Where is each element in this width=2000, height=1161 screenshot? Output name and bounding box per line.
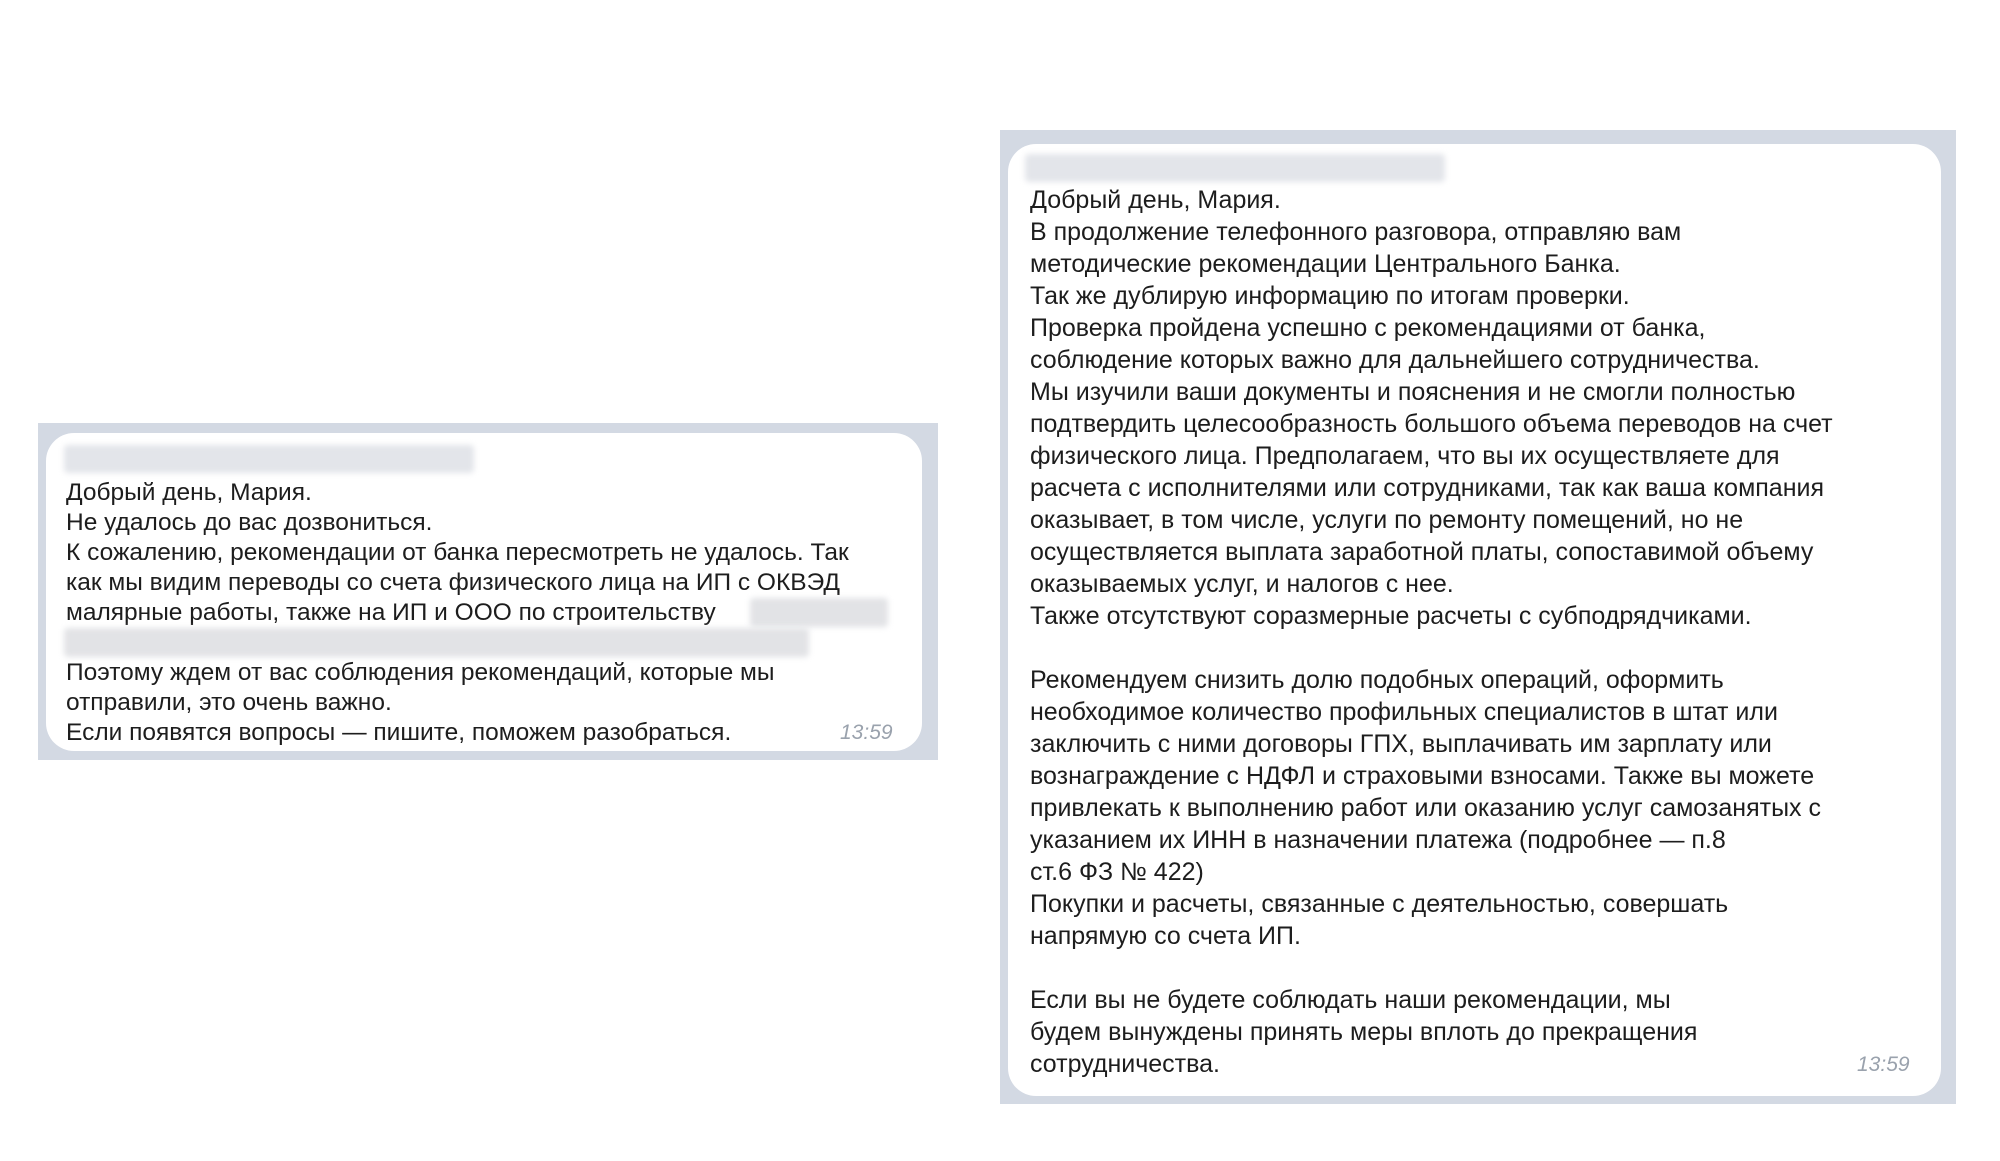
message-line: соблюдение которых важно для дальнейшего сотрудничества. (1030, 346, 1760, 374)
message-line: Также отсутствуют соразмерные расчеты с субподрядчиками. (1030, 602, 1752, 630)
message-screenshot-right (1000, 130, 1956, 1104)
message-line: вознаграждение с НДФЛ и страховыми взносами. Также вы можете (1030, 762, 1815, 790)
message-line: Добрый день, Мария. (1030, 186, 1281, 214)
message-bubble (46, 433, 922, 751)
message-line: указанием их ИНН в назначении платежа (подробнее — п.8 (1030, 826, 1726, 854)
message-line: В продолжение телефонного разговора, отправляю вам (1030, 218, 1682, 246)
message-screenshot-left (38, 423, 938, 760)
message-line: малярные работы, также на ИП и ООО по строительству (66, 599, 716, 626)
redacted-text (750, 598, 888, 627)
message-line: методические рекомендации Центрального Банка. (1030, 250, 1621, 278)
message-line: подтвердить целесообразность большого объема переводов на счет (1030, 410, 1833, 438)
message-bubble (1008, 144, 1941, 1096)
message-line: привлекать к выполнению работ или оказанию услуг самозанятых с (1030, 794, 1822, 822)
message-line: заключить с ними договоры ГПХ, выплачивать им зарплату или (1030, 730, 1772, 758)
message-timestamp: 13:59 (840, 721, 893, 744)
message-line: Если вы не будете соблюдать наши рекомендации, мы (1030, 986, 1671, 1014)
message-line: необходимое количество профильных специалистов в штат или (1030, 698, 1778, 726)
redacted-text (64, 628, 809, 657)
message-line: сотрудничества. (1030, 1050, 1220, 1078)
message-line: К сожалению, рекомендации от банка пересмотреть не удалось. Так (66, 539, 849, 566)
message-line: оказываемых услуг, и налогов с нее. (1030, 570, 1454, 598)
message-line: Поэтому ждем от вас соблюдения рекомендаций, которые мы (66, 659, 775, 686)
sender-name-redacted (64, 445, 474, 473)
message-line: Если появятся вопросы — пишите, поможем разобраться. (66, 719, 732, 746)
message-line: Мы изучили ваши документы и пояснения и не смогли полностью (1030, 378, 1796, 406)
message-line: Не удалось до вас дозвониться. (66, 509, 433, 536)
message-timestamp: 13:59 (1857, 1053, 1910, 1076)
message-line: оказывает, в том числе, услуги по ремонту помещений, но не (1030, 506, 1744, 534)
message-line: физического лица. Предполагаем, что вы их осуществляете для (1030, 442, 1780, 470)
message-line: Проверка пройдена успешно с рекомендациями от банка, (1030, 314, 1706, 342)
message-line: как мы видим переводы со счета физического лица на ИП с ОКВЭД (66, 569, 840, 596)
message-line: Покупки и расчеты, связанные с деятельностью, совершать (1030, 890, 1729, 918)
message-line: Добрый день, Мария. (66, 479, 312, 506)
message-line: будем вынуждены принять меры вплоть до прекращения (1030, 1018, 1698, 1046)
message-line: ст.6 ФЗ № 422) (1030, 858, 1204, 886)
message-line: Рекомендуем снизить долю подобных операций, оформить (1030, 666, 1724, 694)
message-line: напрямую со счета ИП. (1030, 922, 1301, 950)
message-line: осуществляется выплата заработной платы, сопоставимой объему (1030, 538, 1814, 566)
message-line: расчета с исполнителями или сотрудниками, так как ваша компания (1030, 474, 1825, 502)
message-line: Так же дублирую информацию по итогам проверки. (1030, 282, 1630, 310)
message-line: отправили, это очень важно. (66, 689, 392, 716)
sender-name-redacted (1025, 154, 1445, 182)
